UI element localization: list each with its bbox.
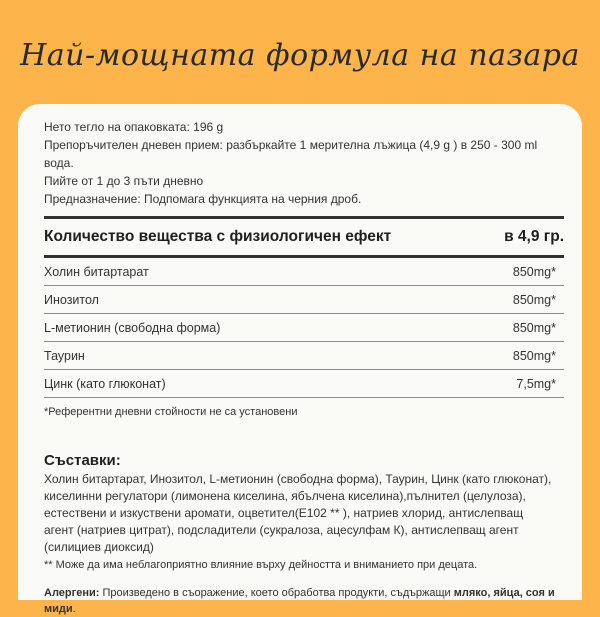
allergens-list: мляко, яйца, соя и миди: [44, 587, 555, 615]
allergens-text: Произведено в съоражение, което обработва продукти, съдържащи: [99, 587, 454, 599]
table-header-value: в 4,9 гр.: [504, 228, 564, 245]
row-name: Таурин: [44, 348, 85, 363]
table-row: [44, 370, 564, 397]
row-value: 850mg*: [512, 320, 556, 335]
allergens-note: [44, 585, 564, 617]
label-card: [18, 104, 582, 615]
table-footnote: *Референтни дневни стойности не са установени: [44, 406, 298, 418]
daily-intake: Препоръчителен дневен прием: разбъркайте 1 мерителна лъжица (4,9 g ) в 250 - 300 ml вода.: [44, 138, 538, 170]
table-header-label: Количество вещества с физиологичен ефект: [44, 228, 392, 245]
ingredients-line: агент (натриев цитрат), подсладители (сукралоза, ацесулфам К), антислепващ агент: [44, 523, 519, 537]
allergens-end: .: [72, 603, 76, 615]
purpose: Предназначение: Подпомага функцията на черния дроб.: [44, 192, 362, 206]
ingredients-line: (силициев диоксид): [44, 540, 154, 554]
row-value: 7,5mg*: [516, 376, 556, 391]
row-name: Холин битартарат: [44, 264, 149, 279]
table-header: [44, 223, 564, 251]
row-value: 850mg*: [512, 264, 556, 279]
table-row: [44, 314, 564, 341]
net-weight: Нето тегло на опаковката: 196 g: [44, 120, 224, 134]
ingredients-line: Холин битартарат, Инозитол, L-метионин (свободна форма), Таурин, Цинк (като глюконат),: [44, 472, 552, 486]
row-name: Цинк (като глюконат): [44, 376, 166, 391]
divider: [44, 397, 564, 398]
allergens-label: Алергени:: [44, 587, 100, 599]
table-row: [44, 342, 564, 369]
table-row: [44, 286, 564, 313]
divider: [44, 216, 564, 219]
ingredients-line: киселинни регулатори (лимонена киселина, ябълчена киселина),пълнител (целулоза),: [44, 489, 526, 503]
ingredients-line: естествени и изкуствени аромати, оцветител(E102 ** ), натриев хлорид, антислепващ: [44, 506, 524, 520]
row-value: 850mg*: [512, 348, 556, 363]
warning-note: ** Може да има неблагоприятно влияние върху дейността и вниманието при децата.: [44, 559, 478, 571]
frequency: Пийте от 1 до 3 пъти дневно: [44, 174, 204, 188]
row-name: L-метионин (свободна форма): [44, 320, 221, 335]
ingredients-title: Съставки:: [44, 452, 121, 469]
table-row: [44, 258, 564, 285]
row-value: 850mg*: [512, 292, 556, 307]
row-name: Инозитол: [44, 292, 99, 307]
headline: Най-мощната формула на пазара: [20, 38, 580, 73]
ingredients-text: [44, 471, 564, 556]
